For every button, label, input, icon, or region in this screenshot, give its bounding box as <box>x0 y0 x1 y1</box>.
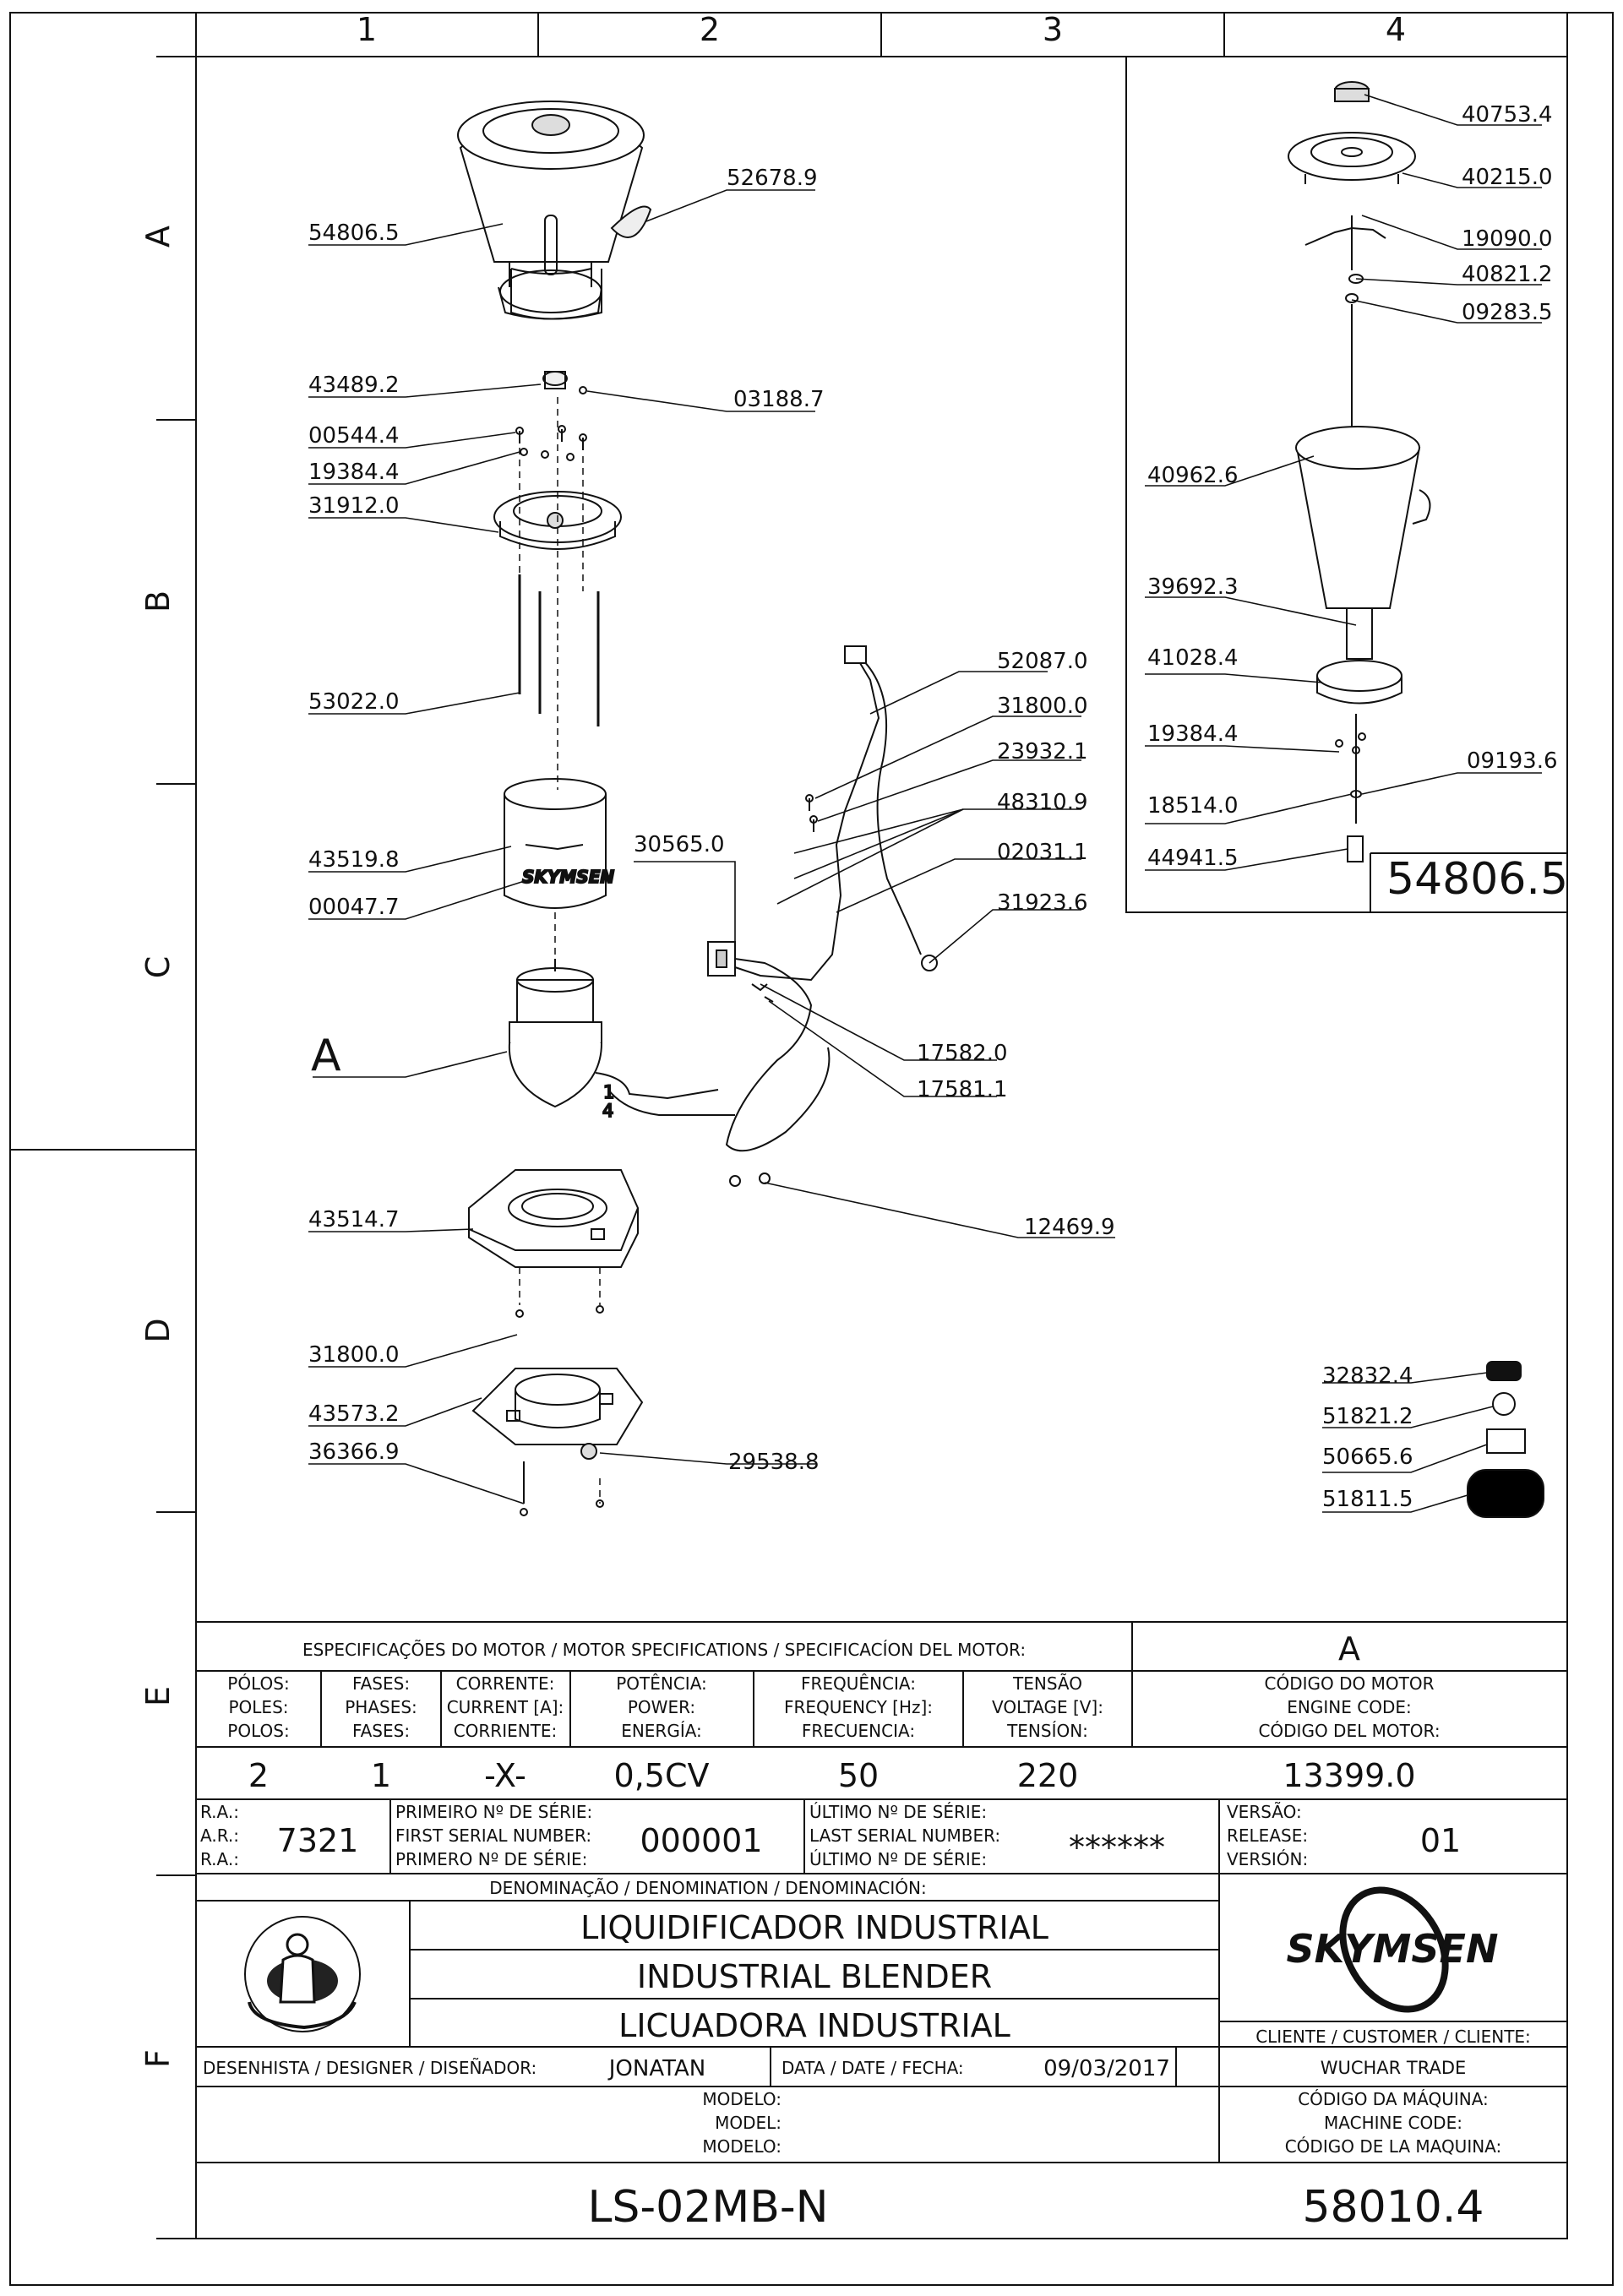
wiring-harness-drawing <box>708 646 937 1186</box>
row-label: B <box>139 590 177 613</box>
brand-logo <box>1287 1872 1499 2028</box>
part-label: 54806.5 <box>308 220 400 246</box>
label-parts-drawing <box>1468 1362 1544 1517</box>
svg-text:CORRENTE:: CORRENTE: <box>455 1673 555 1694</box>
svg-text:0,5CV: 0,5CV <box>613 1757 710 1794</box>
wire-mark-1: 1 <box>603 1082 615 1102</box>
motor-spec-headers <box>227 1673 1440 1741</box>
designer-value: JONATAN <box>608 2056 706 2081</box>
part-label: 00544.4 <box>308 423 400 449</box>
part-label: 50665.6 <box>1322 1445 1413 1470</box>
svg-text:13399.0: 13399.0 <box>1283 1757 1416 1794</box>
svg-text:ENGINE CODE:: ENGINE CODE: <box>1287 1697 1412 1717</box>
bottom-base-drawing <box>473 1368 642 1515</box>
svg-text:FASES:: FASES: <box>351 1673 411 1694</box>
svg-text:FASES:: FASES: <box>351 1721 411 1741</box>
svg-text:TENSÃO: TENSÃO <box>1013 1673 1082 1694</box>
svg-text:ÚLTIMO Nº DE SÉRIE:: ÚLTIMO Nº DE SÉRIE: <box>809 1849 988 1869</box>
part-label: 40753.4 <box>1462 102 1553 128</box>
svg-text:LAST SERIAL NUMBER:: LAST SERIAL NUMBER: <box>809 1825 1001 1846</box>
model-labels <box>702 2089 782 2157</box>
machine-code-labels <box>1285 2089 1502 2157</box>
svg-text:PRIMERO Nº DE SÉRIE:: PRIMERO Nº DE SÉRIE: <box>395 1849 588 1869</box>
svg-text:PHASES:: PHASES: <box>345 1697 417 1717</box>
svg-text:7321: 7321 <box>276 1822 359 1859</box>
svg-text:ÚLTIMO Nº DE SÉRIE:: ÚLTIMO Nº DE SÉRIE: <box>809 1802 988 1822</box>
svg-text:FRECUENCIA:: FRECUENCIA: <box>801 1721 916 1741</box>
customer-label: CLIENTE / CUSTOMER / CLIENTE: <box>1255 2027 1531 2047</box>
part-label: 19384.4 <box>308 460 400 485</box>
svg-text:LICUADORA INDUSTRIAL: LICUADORA INDUSTRIAL <box>618 2007 1010 2044</box>
part-label: 44941.5 <box>1147 846 1239 871</box>
machine-code-value: 58010.4 <box>1302 2182 1484 2233</box>
part-label: 30565.0 <box>634 832 725 857</box>
svg-text:01: 01 <box>1419 1822 1462 1859</box>
svg-text:FREQUÊNCIA:: FREQUÊNCIA: <box>801 1673 916 1694</box>
svg-text:RELEASE:: RELEASE: <box>1227 1825 1309 1846</box>
wire-mark-4: 4 <box>602 1101 614 1121</box>
svg-text:MODELO:: MODELO: <box>702 2089 782 2109</box>
svg-text:******: ****** <box>1069 1829 1165 1866</box>
part-labels-wiring <box>634 649 1115 1240</box>
row-label: D <box>139 1318 177 1343</box>
detail-code: 54806.5 <box>1386 854 1569 905</box>
date-value: 09/03/2017 <box>1043 2056 1170 2081</box>
svg-text:000001: 000001 <box>640 1822 763 1859</box>
svg-text:VERSÃO:: VERSÃO: <box>1227 1802 1302 1822</box>
svg-text:VERSIÓN:: VERSIÓN: <box>1227 1849 1309 1869</box>
part-label: 43514.7 <box>308 1207 400 1232</box>
part-label: 17581.1 <box>917 1077 1008 1102</box>
authorized-service-seal <box>245 1917 360 2032</box>
part-label: 02031.1 <box>997 840 1088 865</box>
part-labels-stickers <box>1322 1363 1413 1512</box>
designer-label: DESENHISTA / DESIGNER / DISEÑADOR: <box>203 2058 537 2078</box>
part-label: 09193.6 <box>1467 748 1558 774</box>
part-label: 40962.6 <box>1147 463 1239 488</box>
part-label: 36366.9 <box>308 1439 400 1465</box>
main-assembly-drawing <box>458 101 937 1515</box>
date-label: DATA / DATE / FECHA: <box>782 2058 964 2078</box>
row-label: C <box>139 955 177 979</box>
row-label: E <box>139 1685 177 1707</box>
part-label: 40821.2 <box>1462 262 1553 287</box>
svg-text:POLOS:: POLOS: <box>227 1721 290 1741</box>
part-label: 53022.0 <box>308 689 400 715</box>
part-label: 18514.0 <box>1147 793 1239 819</box>
row-label: A <box>139 226 177 248</box>
svg-text:MACHINE CODE:: MACHINE CODE: <box>1324 2113 1462 2133</box>
svg-text:MODELO:: MODELO: <box>702 2136 782 2157</box>
svg-text:R.A.:: R.A.: <box>200 1802 239 1822</box>
svg-text:CORRIENTE:: CORRIENTE: <box>453 1721 558 1741</box>
part-label: 31912.0 <box>308 493 400 519</box>
svg-text:R.A.:: R.A.: <box>200 1849 239 1869</box>
base-drawing <box>469 1170 638 1317</box>
svg-text:50: 50 <box>837 1757 880 1794</box>
svg-text:PÓLOS:: PÓLOS: <box>227 1673 290 1694</box>
part-label: 29538.8 <box>728 1450 820 1475</box>
part-label: 12469.9 <box>1024 1215 1115 1240</box>
brand-name: SKYMSEN <box>1286 1926 1499 1972</box>
motor-spec-title: ESPECIFICAÇÕES DO MOTOR / MOTOR SPECIFICATIONS / SPECIFICACÍON DEL MOTOR: <box>302 1640 1027 1660</box>
svg-text:FIRST SERIAL NUMBER:: FIRST SERIAL NUMBER: <box>395 1825 592 1846</box>
svg-text:ENERGÍA:: ENERGÍA: <box>621 1721 702 1741</box>
svg-text:2: 2 <box>248 1757 270 1794</box>
part-label: 32832.4 <box>1322 1363 1413 1389</box>
denomination-header: DENOMINAÇÃO / DENOMINATION / DENOMINACIÓN: <box>489 1878 927 1898</box>
svg-text:220: 220 <box>1016 1757 1079 1794</box>
part-label: 41028.4 <box>1147 645 1239 671</box>
part-label: 09283.5 <box>1462 300 1553 325</box>
svg-text:CÓDIGO DEL MOTOR:: CÓDIGO DEL MOTOR: <box>1258 1721 1441 1741</box>
motor-ref-label: A <box>311 1031 341 1081</box>
column-label: 1 <box>356 11 378 48</box>
svg-text:A.R.:: A.R.: <box>200 1825 239 1846</box>
part-label: 17582.0 <box>917 1041 1008 1066</box>
part-label: 52678.9 <box>727 166 818 191</box>
motor-spec-ref: A <box>1338 1630 1360 1668</box>
part-label: 51811.5 <box>1322 1487 1413 1512</box>
denomination-values <box>580 1909 1048 2044</box>
housing-logo-mark: SKYMSEN <box>522 867 615 887</box>
svg-text:1: 1 <box>370 1757 392 1794</box>
part-label: 52087.0 <box>997 649 1088 674</box>
part-label: 48310.9 <box>997 790 1088 815</box>
svg-text:FREQUENCY [Hz]:: FREQUENCY [Hz]: <box>783 1697 934 1717</box>
part-label: 19090.0 <box>1462 226 1553 252</box>
svg-text:CÓDIGO DO MOTOR: CÓDIGO DO MOTOR <box>1264 1673 1435 1694</box>
part-label: 43489.2 <box>308 373 400 398</box>
part-label: 03188.7 <box>733 387 825 412</box>
svg-text:POLES:: POLES: <box>228 1697 289 1717</box>
svg-text:INDUSTRIAL BLENDER: INDUSTRIAL BLENDER <box>636 1958 993 1995</box>
part-label: 23932.1 <box>997 739 1088 764</box>
svg-text:POWER:: POWER: <box>627 1697 696 1717</box>
svg-text:CURRENT [A]:: CURRENT [A]: <box>446 1697 564 1717</box>
motor-drawing <box>509 959 735 1115</box>
model-value: LS-02MB-N <box>587 2182 829 2233</box>
svg-text:TENSÍON:: TENSÍON: <box>1007 1721 1088 1741</box>
part-label: 31800.0 <box>308 1342 400 1368</box>
row-label: F <box>139 2049 177 2068</box>
part-label: 31800.0 <box>997 694 1088 719</box>
svg-text:CÓDIGO DA MÁQUINA:: CÓDIGO DA MÁQUINA: <box>1298 2089 1489 2109</box>
part-label: 43573.2 <box>308 1401 400 1427</box>
customer-value: WUCHAR TRADE <box>1320 2058 1467 2078</box>
part-label: 19384.4 <box>1147 721 1239 747</box>
part-label: 00047.7 <box>308 895 400 920</box>
column-label: 4 <box>1385 11 1407 48</box>
part-label: 43519.8 <box>308 847 400 873</box>
svg-text:-X-: -X- <box>484 1757 526 1794</box>
blender-cup-drawing <box>458 101 651 319</box>
svg-text:PRIMEIRO Nº DE SÉRIE:: PRIMEIRO Nº DE SÉRIE: <box>395 1802 593 1822</box>
rods-drawing <box>520 574 598 726</box>
detail-assembly-drawing <box>1288 82 1430 862</box>
part-label: 31923.6 <box>997 890 1088 916</box>
part-label: 40215.0 <box>1462 165 1553 190</box>
svg-text:POTÊNCIA:: POTÊNCIA: <box>616 1673 707 1694</box>
motor-spec-values <box>248 1757 1416 1794</box>
svg-text:MODEL:: MODEL: <box>715 2113 782 2133</box>
part-label: 51821.2 <box>1322 1404 1413 1429</box>
column-label: 2 <box>699 11 721 48</box>
svg-text:VOLTAGE [V]:: VOLTAGE [V]: <box>992 1697 1103 1717</box>
svg-text:CÓDIGO DE LA MAQUINA:: CÓDIGO DE LA MAQUINA: <box>1284 2136 1502 2157</box>
svg-text:LIQUIDIFICADOR INDUSTRIAL: LIQUIDIFICADOR INDUSTRIAL <box>580 1909 1048 1946</box>
column-label: 3 <box>1042 11 1064 48</box>
housing-drawing <box>504 779 614 908</box>
part-label: 39692.3 <box>1147 574 1239 600</box>
